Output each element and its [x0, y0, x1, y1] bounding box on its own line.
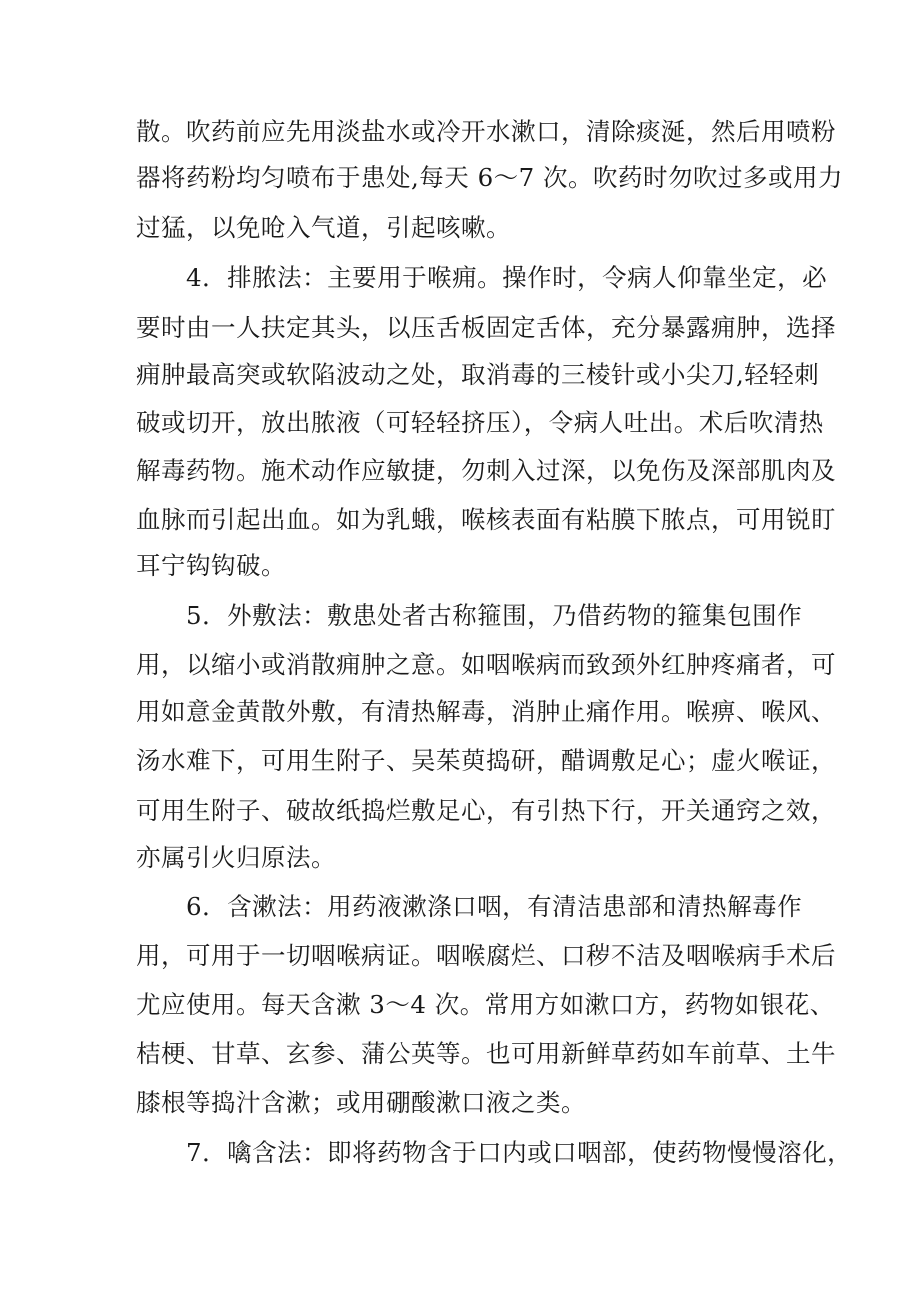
text-line: 膝根等捣汁含漱；或用硼酸漱口液之类。 — [136, 1088, 586, 1117]
text-line: 血脉而引起出血。如为乳蛾，喉核表面有粘膜下脓点，可用锐盯 — [136, 505, 836, 534]
text-line: 用，可用于一切咽喉病证。咽喉腐烂、口秽不洁及咽喉病手术后 — [136, 941, 836, 970]
text-line: 可用生附子、破故纸捣烂敷足心，有引热下行，开关通窍之效， — [136, 796, 836, 825]
text-line: 用如意金黄散外敷，有清热解毒，消肿止痛作用。喉痹、喉风、 — [136, 697, 836, 726]
text-line: 亦属引火归原法。 — [136, 843, 336, 872]
text-line: 痈肿最高突或软陷波动之处，取消毒的三棱针或小尖刀,轻轻刺 — [136, 360, 820, 389]
text-line: 解毒药物。施术动作应敏捷，勿刺入过深，以免伤及深部肌肉及 — [136, 456, 836, 485]
text-line: 破或切开，放出脓液（可轻轻挤压），令病人吐出。术后吹清热 — [136, 408, 824, 437]
text-line: 散。吹药前应先用淡盐水或冷开水漱口，清除痰涎，然后用喷粉 — [136, 117, 836, 146]
section-7-heading-line: 7．噙含法：即将药物含于口内或口咽部，使药物慢慢溶化， — [186, 1138, 853, 1167]
text-line: 桔梗、甘草、玄参、蒲公英等。也可用新鲜草药如车前草、土牛 — [136, 1039, 836, 1068]
text-line: 要时由一人扶定其头，以压舌板固定舌体，充分暴露痈肿，选择 — [136, 313, 836, 342]
section-6-heading-line: 6．含漱法：用药液漱涤口咽，有清洁患部和清热解毒作 — [186, 892, 803, 921]
text-line: 器将药粉均匀喷布于患处,每天 6～7 次。吹药时勿吹过多或用力 — [136, 163, 844, 192]
text-line: 耳宁钩钩破。 — [136, 551, 286, 580]
text-line: 用，以缩小或消散痈肿之意。如咽喉病而致颈外红肿疼痛者，可 — [136, 650, 836, 679]
section-4-heading-line: 4．排脓法：主要用于喉痈。操作时，令病人仰靠坐定，必 — [186, 263, 828, 292]
text-line: 过猛，以免呛入气道，引起咳嗽。 — [136, 213, 511, 242]
section-5-heading-line: 5．外敷法：敷患处者古称箍围，乃借药物的箍集包围作 — [186, 601, 803, 630]
text-line: 尤应使用。每天含漱 3～4 次。常用方如漱口方，药物如银花、 — [136, 990, 835, 1019]
text-line: 汤水难下，可用生附子、吴茱萸捣研，醋调敷足心；虚火喉证， — [136, 746, 836, 775]
